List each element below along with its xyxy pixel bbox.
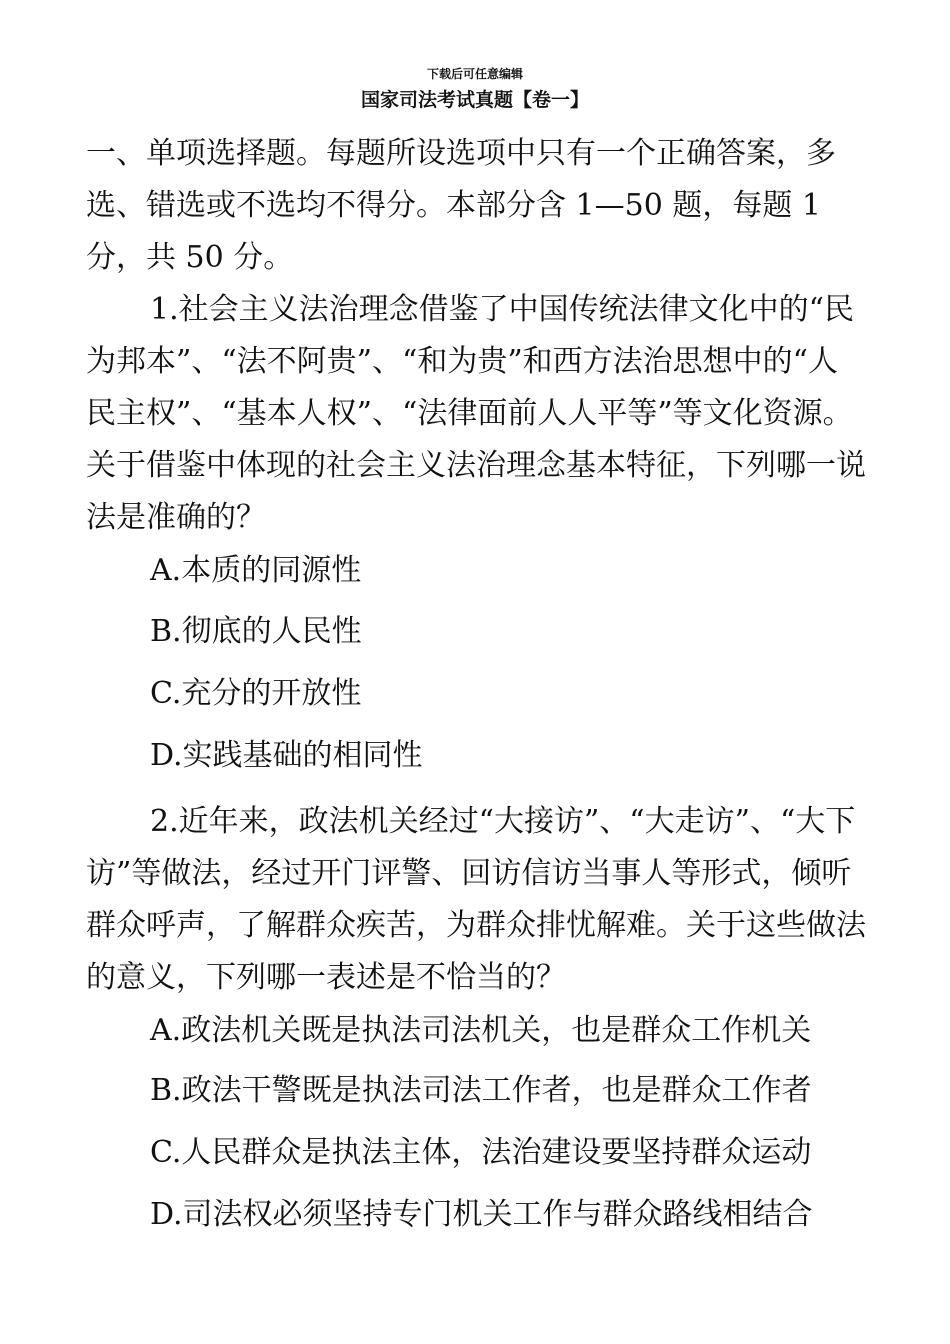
question-2-option-d: D.司法权必须坚持专门机关工作与群众路线相结合 (150, 1197, 813, 1232)
question-1-option-d: D.实践基础的相同性 (150, 738, 423, 773)
document-title: 国家司法考试真题【卷一】 (360, 89, 589, 111)
question-1-stem: 1.社会主义法治理念借鉴了中国传统法律文化中的“民为邦本”、“法不阿贵”、“和为贵”和西方法治思想中的“人民主权”、“基本人权”、“法律面前人人平等”等文化资源。关于借鉴中体现的社会主义法治理念基本特征，下列哪一说法是准确的？ (86, 292, 866, 535)
section-heading: 一、单项选择题。每题所设选项中只有一个正确答案，多选、错选或不选均不得分。本部分含 1—50 题，每题 1 分，共 50 分。 (86, 136, 836, 275)
header-note: 下载后可任意编辑 (426, 67, 523, 81)
question-2-option-a: A.政法机关既是执法司法机关，也是群众工作机关 (150, 1013, 812, 1048)
question-1-option-c: C.充分的开放性 (150, 676, 362, 711)
question-2-option-b: B.政法干警既是执法司法工作者，也是群众工作者 (150, 1073, 812, 1108)
question-2-stem: 2.近年来，政法机关经过“大接访”、“大走访”、“大下访”等做法，经过开门评警、回访信访当事人等形式，倾听群众呼声，了解群众疾苦，为群众排忧解难。关于这些做法的意义，下列哪一表述是不恰当的？ (86, 804, 866, 995)
question-1-option-b: B.彻底的人民性 (150, 614, 362, 649)
question-1-option-a: A.本质的同源性 (150, 553, 362, 588)
question-2-option-c: C.人民群众是执法主体，法治建设要坚持群众运动 (150, 1135, 812, 1170)
